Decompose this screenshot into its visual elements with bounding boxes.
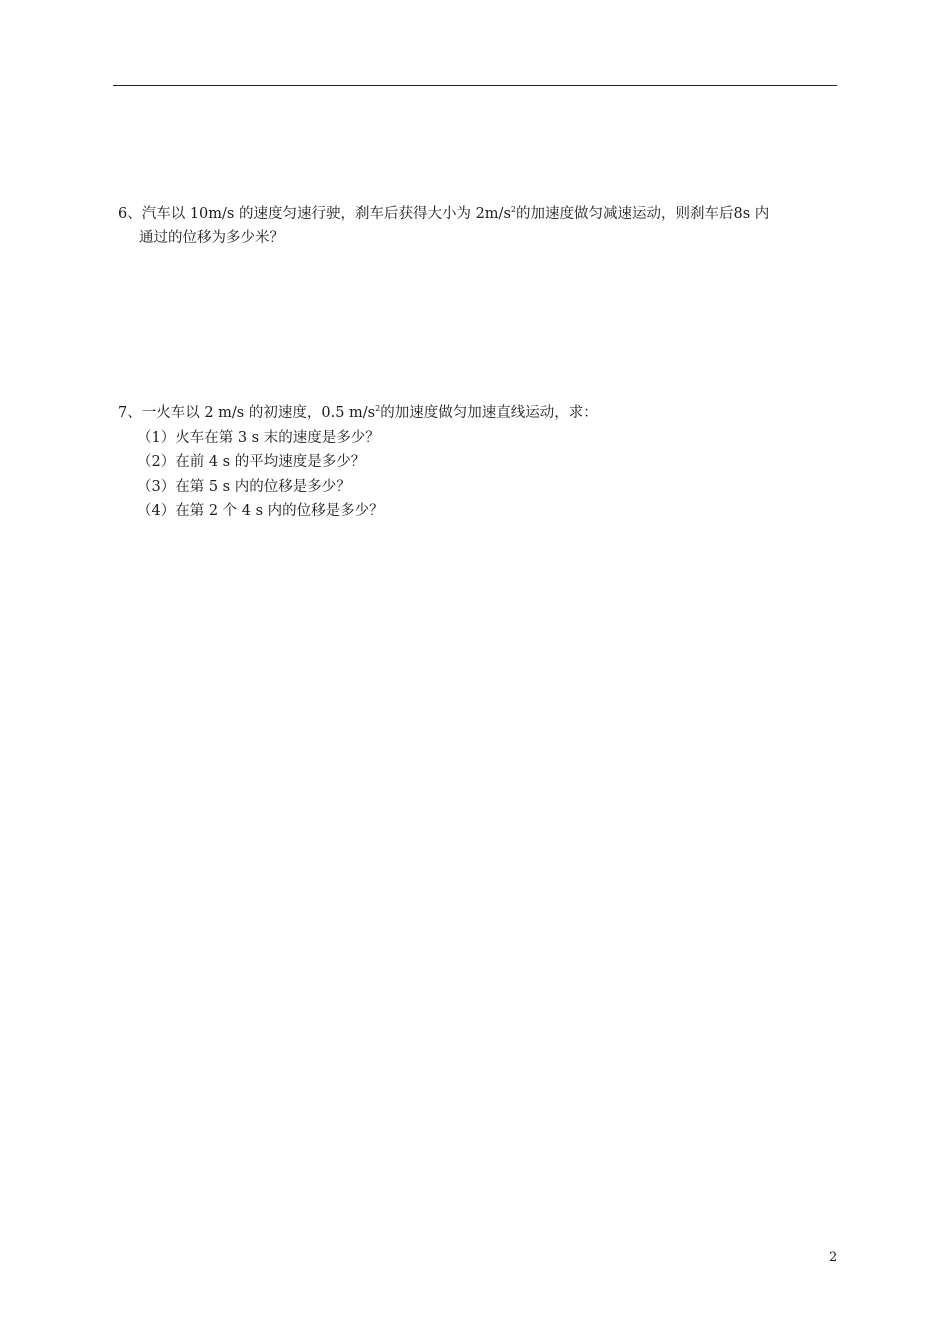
question-7-part-3: （3）在第 5 s 内的位移是多少？ bbox=[137, 478, 351, 495]
question-6 bbox=[118, 202, 840, 250]
question-7-part-1: （1）火车在第 3 s 末的速度是多少？ bbox=[137, 429, 380, 446]
question-7 bbox=[118, 401, 840, 524]
question-6-line-2: 通过的位移为多少米？ bbox=[139, 230, 284, 246]
question-6-line-1: 6、汽车以 10m/s 的速度匀速行驶，刹车后获得大小为 $2m/s^2$的加速度做匀减速运动，则刹车后8s 内 bbox=[118, 205, 770, 222]
superscript: 2 bbox=[510, 205, 516, 214]
question-7-part-4: （4）在第 2 个 4 s 内的位移是多少？ bbox=[137, 503, 384, 519]
header-rule bbox=[113, 85, 837, 86]
question-7-part-2: （2）在前 4 s 的平均速度是多少？ bbox=[137, 454, 366, 470]
page-number: 2 bbox=[829, 1250, 838, 1265]
superscript: 2 bbox=[375, 404, 381, 413]
question-7-stem: 7、一火车以 2 m/s 的初速度，0.5 $m/s^2$的加速度做匀加速直线运动，求： bbox=[118, 404, 598, 421]
